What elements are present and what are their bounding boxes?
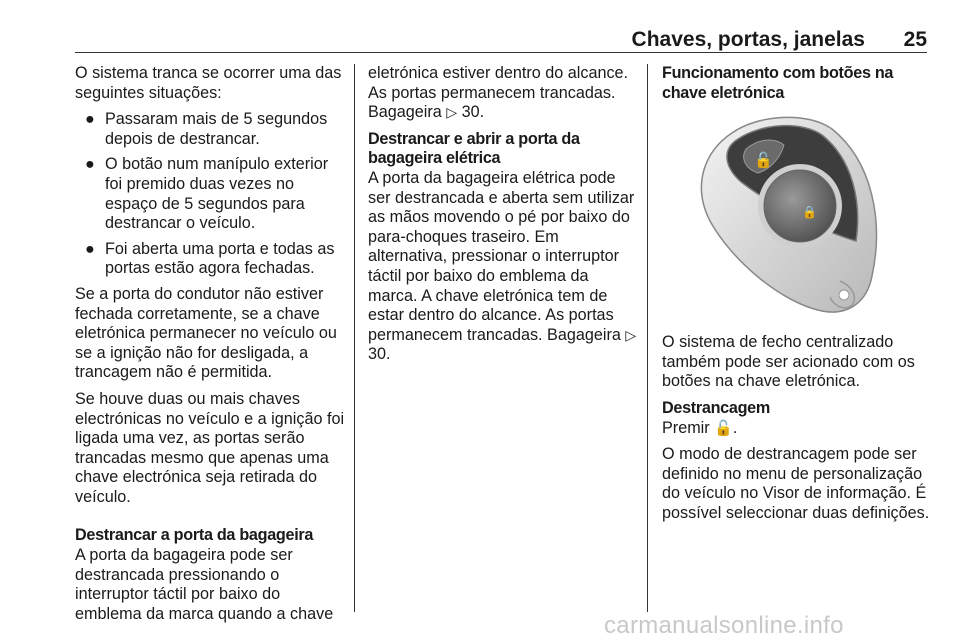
bullet-icon: ● xyxy=(85,110,95,129)
column-2 xyxy=(368,64,638,372)
paragraph: Se a porta do condutor não estiver fechada corretamente, se a chave eletrónica permanecer no veículo ou se a ignição não for desligada, a trancagem não é permitida. xyxy=(75,284,337,382)
paragraph: Se houve duas ou mais chaves electrónicas no veículo e a ignição foi ligada uma vez, as portas serão trancadas mesmo que apenas uma chave electrónica seja retirada do veículo. xyxy=(75,389,345,506)
watermark: carmanualsonline.info xyxy=(604,612,844,639)
page-header xyxy=(75,28,927,54)
list-item: ● Passaram mais de 5 segundos depois de destrancar. xyxy=(85,110,328,148)
column-divider-1 xyxy=(354,64,355,612)
paragraph: A porta da bagageira elétrica pode ser destrancada e aberta sem utilizar as mãos movendo o pé por baixo do para-choques traseiro. Em alternativa, pressionar o interruptor táctil por baixo do emblema da marca. A chave eletrónica tem de estar dentro do alcance. As portas permanecem trancadas. Bagageira ▷ 30. xyxy=(368,168,637,364)
column-1 xyxy=(75,64,347,631)
header-title: Chaves, portas, janelas xyxy=(631,28,865,51)
lock-conditions-list xyxy=(75,110,347,279)
paragraph: O modo de destrancagem pode ser definido no menu de personalização do veículo no Visor de informação. É possível seleccionar duas definições. xyxy=(662,445,930,522)
page-reference-link[interactable]: 30. xyxy=(368,345,391,364)
paragraph: O sistema de fecho centralizado também pode ser acionado com os botões na chave eletrónica. xyxy=(662,333,915,391)
section-heading: Destrancar e abrir a porta da bagageira elétrica xyxy=(368,129,580,168)
paragraph: Premir 🔓. xyxy=(662,418,738,437)
bullet-icon: ● xyxy=(85,239,95,258)
page-reference-link[interactable]: 30. xyxy=(461,103,485,122)
list-item: ● Foi aberta uma porta e todas as portas estão agora fechadas. xyxy=(85,239,335,278)
intro-text: O sistema tranca se ocorrer uma das seguintes situações: xyxy=(75,64,342,102)
page-number: 25 xyxy=(903,28,927,51)
triangle-right-icon: ▷ xyxy=(625,326,637,343)
svg-text:🔓: 🔓 xyxy=(754,151,773,170)
open-padlock-icon: 🔓 xyxy=(714,419,733,437)
bullet-icon: ● xyxy=(85,155,95,174)
paragraph: A porta da bagageira pode ser destrancada pressionando o interruptor táctil por baixo do emblema da marca quando a chave xyxy=(75,546,334,623)
column-divider-2 xyxy=(647,64,648,612)
header-rule xyxy=(75,52,927,53)
triangle-right-icon: ▷ xyxy=(446,104,458,121)
paragraph: eletrónica estiver dentro do alcance. As portas permanecem trancadas. Bagageira ▷ 30. xyxy=(368,64,629,122)
section-heading: Funcionamento com botões na chave eletrónica xyxy=(662,64,894,102)
column-3 xyxy=(662,64,930,531)
subheading: Destrancagem xyxy=(662,398,770,417)
list-item: ● O botão num manípulo exterior foi premido duas vezes no espaço de 5 segundos para destrancar o veículo. xyxy=(85,155,329,233)
svg-text:🔒: 🔒 xyxy=(802,205,817,220)
section-heading: Destrancar a porta da bagageira xyxy=(75,526,314,545)
key-fob-illustration xyxy=(662,111,928,319)
